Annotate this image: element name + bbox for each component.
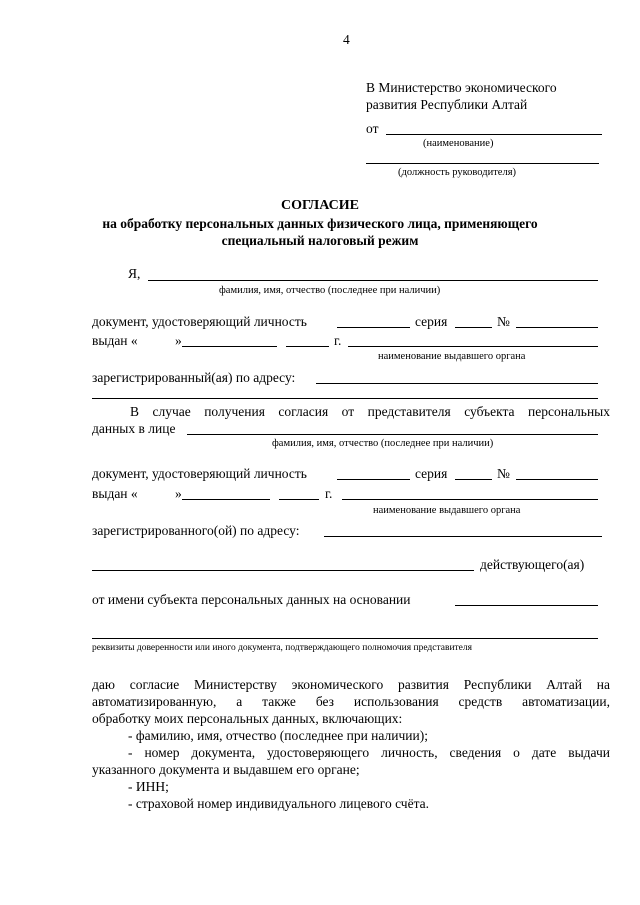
addressee-line-2: развития Республики Алтай [366, 97, 528, 112]
subject-issue-month-field[interactable] [182, 346, 277, 347]
subject-number-label: № [497, 314, 510, 329]
rep-address-field[interactable] [324, 536, 602, 537]
rep-series-label: серия [415, 466, 448, 481]
from-name-field[interactable] [386, 134, 602, 135]
rep-number-label: № [497, 466, 510, 481]
rep-issued-label: выдан « [92, 486, 138, 501]
rep-address-label: зарегистрированного(ой) по адресу: [92, 523, 300, 538]
rep-in-person-label: данных в лице [92, 421, 176, 436]
position-field[interactable] [366, 163, 599, 164]
rep-year-label: г. [325, 486, 333, 501]
doc-subtitle-1: на обработку персональных данных физического лица, применяющего [102, 216, 538, 231]
consent-line-2: автоматизированную, а также без использования средств автоматизации, [92, 694, 610, 709]
subject-address-field-2[interactable] [92, 398, 598, 399]
consent-line-3: обработку моих персональных данных, включающих: [92, 711, 403, 726]
subject-doc-type-field[interactable] [337, 327, 410, 328]
rep-fio-hint: фамилия, имя, отчество (последнее при наличии) [272, 438, 494, 449]
rep-quote-close: » [175, 486, 182, 501]
rep-issuer-field[interactable] [342, 499, 598, 500]
subject-issue-year-field[interactable] [286, 346, 329, 347]
subject-fio-field[interactable] [148, 280, 598, 281]
subject-issuer-field[interactable] [348, 346, 598, 347]
rep-issue-month-field[interactable] [182, 499, 270, 500]
rep-number-field[interactable] [516, 479, 598, 480]
page-number: 4 [343, 32, 350, 47]
subject-issued-label: выдан « [92, 333, 138, 348]
rep-doc-label: документ, удостоверяющий личность [92, 466, 307, 481]
rep-series-field[interactable] [455, 479, 492, 480]
doc-subtitle-2: специальный налоговый режим [221, 233, 419, 248]
rep-fio-field[interactable] [187, 434, 598, 435]
rep-issue-year-field[interactable] [279, 499, 319, 500]
subject-year-label: г. [334, 333, 342, 348]
consent-item: - ИНН; [128, 779, 169, 794]
rep-doc-type-field[interactable] [337, 479, 410, 480]
rep-proxy-hint: реквизиты доверенности или иного документа, подтверждающего полномочия представителя [92, 643, 472, 653]
rep-intro: В случае получения согласия от представителя субъекта персональных [130, 404, 610, 419]
subject-fio-hint: фамилия, имя, отчество (последнее при наличии) [219, 285, 441, 296]
from-label: от [366, 121, 379, 136]
consent-item: указанного документа и выдавшем его органе; [92, 762, 360, 777]
subject-series-field[interactable] [455, 327, 492, 328]
position-hint: (должность руководителя) [398, 167, 517, 178]
subject-series-label: серия [415, 314, 448, 329]
subject-doc-label: документ, удостоверяющий личность [92, 314, 307, 329]
name-hint: (наименование) [423, 138, 494, 149]
consent-item: - страховой номер индивидуального лицевого счёта. [128, 796, 430, 811]
subject-issuer-hint: наименование выдавшего органа [378, 351, 526, 362]
consent-line-1: даю согласие Министерству экономического развития Республики Алтай на [92, 677, 610, 692]
rep-basis-label: от имени субъекта персональных данных на основании [92, 592, 411, 607]
subject-quote-close: » [175, 333, 182, 348]
subject-address-field-1[interactable] [316, 383, 598, 384]
subject-address-label: зарегистрированный(ая) по адресу: [92, 370, 296, 385]
rep-address-field-2[interactable] [92, 570, 474, 571]
subject-number-field[interactable] [516, 327, 598, 328]
consent-item: - номер документа, удостоверяющего личность, сведения о дате выдачи [128, 745, 610, 760]
addressee-line-1: В Министерство экономического [366, 80, 557, 95]
i-label: Я, [128, 266, 141, 281]
rep-issuer-hint: наименование выдавшего органа [373, 505, 521, 516]
doc-title: СОГЛАСИЕ [281, 198, 359, 213]
rep-proxy-field[interactable] [92, 638, 598, 639]
consent-item: - фамилию, имя, отчество (последнее при наличии); [128, 728, 428, 743]
rep-acting-label: действующего(ая) [480, 557, 585, 572]
rep-basis-field[interactable] [455, 605, 598, 606]
